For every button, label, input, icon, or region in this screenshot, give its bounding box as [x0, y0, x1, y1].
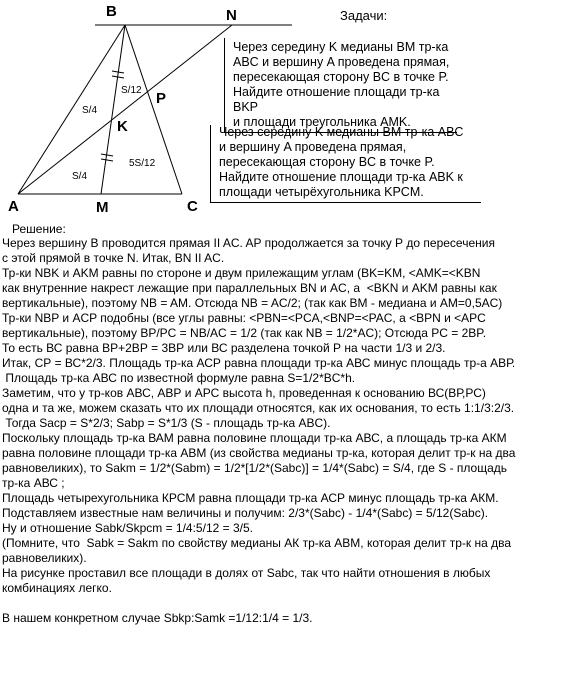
solution-line: Подставляем известные нам величины и получим: 2/3*(Sabc) - 1/4*(Sabc) = 5/12(Sabc). — [2, 506, 489, 520]
solution-line: как внутренние накрест лежащие при параллельных BN и AC, а <BKN и AKM равны как — [2, 281, 497, 295]
solution-line: Площадь четырехугольника КРСМ равна площади тр-ка АСР минус площадь тр-ка АКМ. — [2, 491, 499, 505]
task-2-text: Через середину K медианы BM тр-ка ABC и вершину A проведена прямая, пересекающая сторону BC в точке P. Найдите отношение площади тр-ка ABK к площади четырёхугольника KPCM. — [210, 125, 481, 203]
solution-line: равновеликих), то Sakm = 1/2*(Sabm) = 1/2*[1/2*(Sabc)] = 1/4*(Sabc) = S/4, где S - площадь — [2, 461, 508, 475]
solution-line: На рисунке проставил все площади в долях от Sabc, так что найти отношения в любых — [2, 566, 491, 580]
solution-text — [2, 236, 570, 626]
solution-line: вертикальные), поэтому BP/PC = NB/AC = 1/2 (так как NB = 1/2*AC); Отсюда PC = 2BP. — [2, 326, 487, 340]
solution-line: тр-ка АВС ; — [2, 476, 65, 490]
solution-line: вертикальные), поэтому NB = AM. Отсюда NB = AC/2; (так как BM - медиана и AM=0,5AC) — [2, 296, 503, 310]
solution-heading: Решение: — [12, 222, 66, 236]
solution-line: равна половине площади тр-ка АВМ (из свойства медианы тр-ка, которая делит тр-к на два — [2, 446, 516, 460]
solution-line: В нашем конкретном случае Sbkp:Samk =1/12:1/4 = 1/3. — [2, 611, 313, 625]
solution-line: Площадь тр-ка АВС по известной формуле равна S=1/2*BC*h. — [2, 371, 356, 385]
label-point-k: K — [117, 118, 128, 135]
area-label-kpcm: 5S/12 — [129, 158, 156, 169]
label-point-c: C — [187, 198, 198, 215]
label-point-m: M — [96, 199, 109, 216]
solution-line — [2, 596, 570, 611]
tasks-heading: Задачи: — [340, 8, 388, 23]
solution-line: Итак, СР = ВС*2/3. Площадь тр-ка АСР равна площади тр-ка АВС минус площадь тр-а АВР. — [2, 356, 516, 370]
label-point-a: A — [8, 198, 19, 215]
solution-line: с этой прямой в точке N. Итак, BN II AC. — [2, 251, 225, 265]
solution-line: одна и та же, можем сказать что их площади относятся, как их основания, то есть 1:1/3:2/3. — [2, 401, 515, 415]
task-1-text: Через середину K медианы BM тр-ка ABC и вершину A проведена прямая, пересекающая сторону BC в точке P. Найдите отношение площади тр-ка BKP и площади треугольника AMK. — [224, 38, 457, 133]
tick-marks-km — [101, 154, 113, 161]
line-an — [18, 25, 232, 194]
label-point-n: N — [226, 7, 237, 24]
solution-line: Поскольку площадь тр-ка ВАМ равна половине площади тр-ка АВС, а площадь тр-ка АКМ — [2, 431, 507, 445]
solution-line: комбинациях легко. — [2, 581, 112, 595]
side-ab — [18, 25, 125, 194]
solution-line: Заметим, что у тр-ков АВС, АВР и АРС высота h, проведенная к основанию ВС(ВР,РС) — [2, 386, 486, 400]
solution-line: Тр-ки NBK и AKM равны по стороне и двум прилежащим углам (BK=KM, <AMK=<KBN — [2, 266, 481, 280]
solution-line: (Помните, что Sabk = Sakm по свойству медианы АК тр-ка АВМ, которая делит тр-к на два — [2, 536, 512, 550]
solution-line: равновеликих). — [2, 551, 87, 565]
area-label-abk: S/4 — [82, 105, 98, 116]
solution-line: То есть ВС равна ВР+2ВР = 3ВР или ВС разделена точкой Р на части 1/3 и 2/3. — [2, 341, 446, 355]
label-point-b: B — [106, 3, 117, 20]
area-label-akm: S/4 — [72, 171, 88, 182]
solution-line: Тогда Sacp = S*2/3; Sabp = S*1/3 (S - площадь тр-ка ABC). — [2, 416, 331, 430]
solution-line: Ну и отношение Sabk/Skpcm = 1/4:5/12 = 3/5. — [2, 521, 253, 535]
solution-line: Тр-ки NBP и ACP подобны (все углы равны: <PBN=<PCA,<BNP=<PAC, а <BPN и <APC — [2, 311, 486, 325]
solution-line: Через вершину В проводится прямая II AC. AP продолжается за точку Р до пересечения — [2, 236, 495, 250]
median-bm — [101, 25, 125, 194]
label-point-p: P — [156, 90, 167, 107]
area-label-bkp: S/12 — [121, 85, 142, 96]
